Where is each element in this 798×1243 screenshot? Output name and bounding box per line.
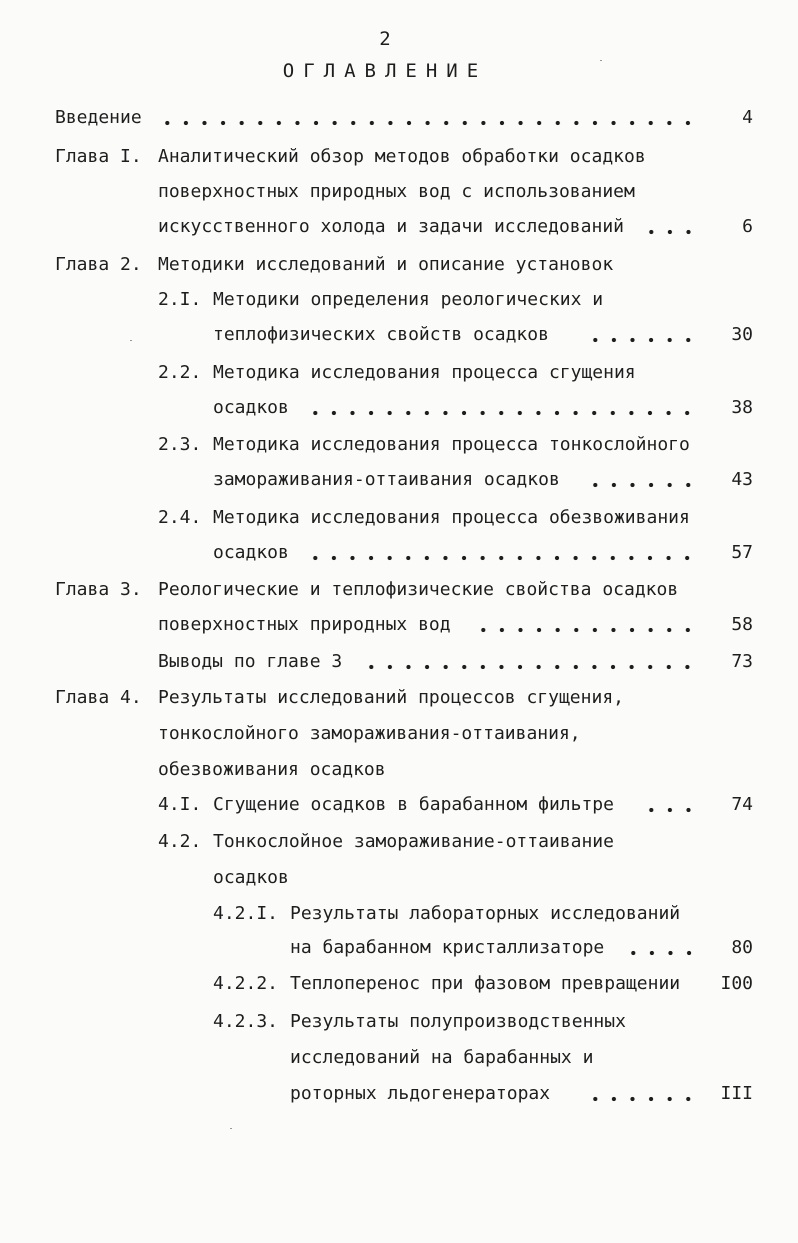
chapter-3-title-line: поверхностных природных вод [158,614,451,635]
section-4-2-title-line: Тонкослойное замораживание-оттаивание [213,831,614,852]
chapter-4-title-line: обезвоживания осадков [158,759,386,780]
chapter-4-title-line: тонкослойного замораживания-оттаивания, [158,723,581,744]
chapter-1-title-line: Аналитический обзор методов обработки осадков [158,146,646,167]
chapter-2-label: Глава 2. [55,254,142,275]
chapter-3-label: Глава 3. [55,579,142,600]
section-2-1-title-line: теплофизических свойств осадков [213,324,549,345]
leader-dots [306,541,702,565]
chapter-3-conclusions-page: 73 [731,651,753,672]
leader-dots [306,396,702,420]
subsection-4-2-3-title-line: роторных льдогенераторах [290,1083,551,1104]
page-number: 2 [379,28,391,50]
scan-speck [600,60,602,61]
section-2-4-title-line: Методика исследования процесса обезвоживания [213,507,690,528]
chapter-2-title: Методики исследований и описание установок [158,254,614,275]
section-2-3-number: 2.3. [158,434,202,455]
section-4-1-title: Сгущение осадков в барабанном фильтре [213,794,614,815]
chapter-1-title-line: искусственного холода и задачи исследований [158,216,624,237]
section-2-1-page: 30 [731,324,753,345]
subsection-4-2-2-page: I00 [720,973,753,994]
chapter-3-title-line: Реологические и теплофизические свойства осадков [158,579,679,600]
section-2-3-page: 43 [731,469,753,490]
subsection-4-2-3-title-line: Результаты полупроизводственных [290,1011,626,1032]
chapter-1-label: Глава I. [55,146,142,167]
section-2-1-number: 2.I. [158,289,202,310]
chapter-3-conclusions: Выводы по главе 3 [158,651,343,672]
section-2-3-title-line: Методика исследования процесса тонкослойного [213,434,690,455]
chapter-1-title-line: поверхностных природных вод с использованием [158,181,635,202]
section-4-2-number: 4.2. [158,831,202,852]
subsection-4-2-3-number: 4.2.3. [213,1011,279,1032]
subsection-4-2-1-title-line: на барабанном кристаллизаторе [290,937,605,958]
leader-dots [158,106,702,130]
subsection-4-2-3-title-line: исследований на барабанных и [290,1047,594,1068]
section-2-4-page: 57 [731,542,753,563]
section-2-3-title-line: замораживания-оттаивания осадков [213,469,560,490]
section-4-2-title-line: осадков [213,867,289,888]
subsection-4-2-1-number: 4.2.I. [213,903,279,924]
section-2-2-number: 2.2. [158,362,202,383]
toc-intro-title: Введение [55,107,142,128]
subsection-4-2-2-title: Теплоперенос при фазовом превращении [290,973,681,994]
section-4-1-number: 4.I. [158,794,202,815]
chapter-4-label: Глава 4. [55,687,142,708]
subsection-4-2-1-page: 80 [731,937,753,958]
chapter-1-page: 6 [742,216,753,237]
chapter-3-page: 58 [731,614,753,635]
section-2-2-title-line: осадков [213,397,289,418]
section-2-4-number: 2.4. [158,507,202,528]
toc-intro-page: 4 [742,107,753,128]
subsection-4-2-3-page: III [720,1083,753,1104]
subsection-4-2-1-title-line: Результаты лабораторных исследований [290,903,681,924]
scan-speck [230,1128,232,1129]
leader-dots [362,650,702,674]
section-2-2-page: 38 [731,397,753,418]
section-2-4-title-line: осадков [213,542,289,563]
chapter-4-title-line: Результаты исследований процессов сгущения, [158,687,624,708]
subsection-4-2-2-number: 4.2.2. [213,973,279,994]
section-2-2-title-line: Методика исследования процесса сгущения [213,362,636,383]
section-2-1-title-line: Методики определения реологических и [213,289,604,310]
document-title: ОГЛАВЛЕНИЕ [282,60,488,82]
scan-speck [130,340,132,341]
section-4-1-page: 74 [731,794,753,815]
